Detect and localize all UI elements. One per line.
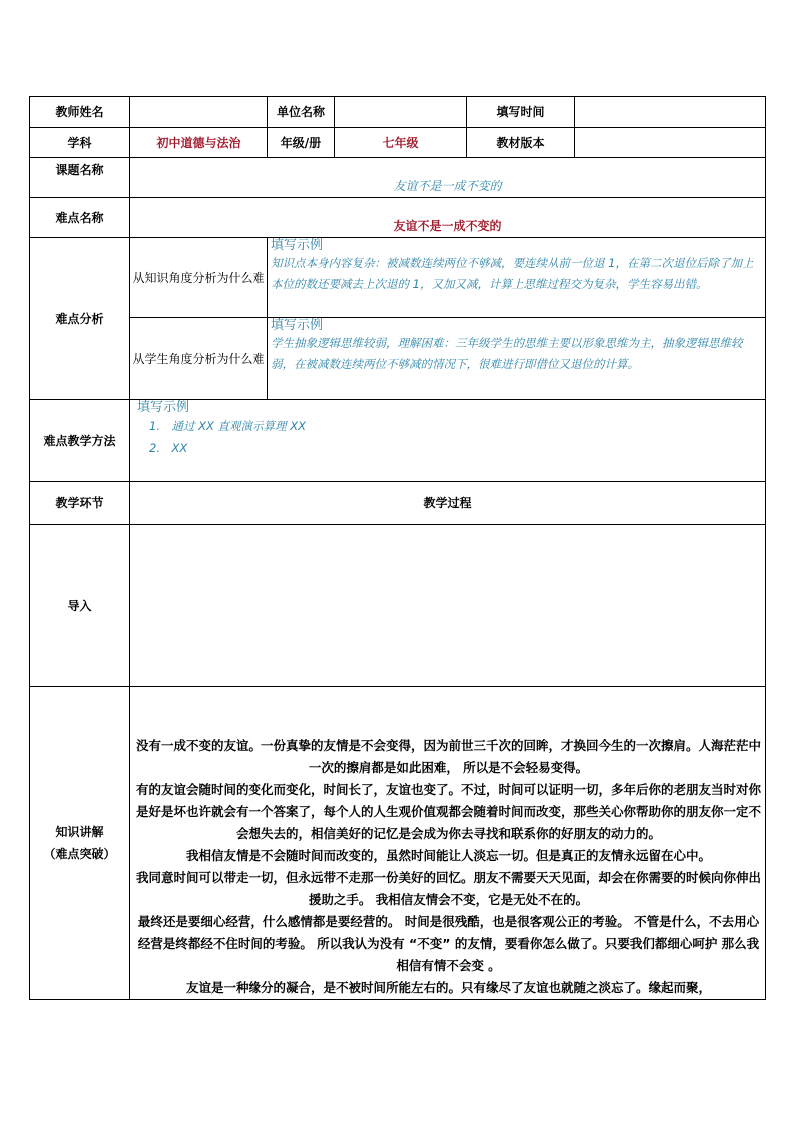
knowledge-paragraph: 有的友谊会随时间的变化而变化，时间长了，友谊也变了。不过，时间可以证明一切，多年后你的老朋友当时对你是好是坏也许就会有一个答案了，每个人的人生观价值观都会随着时间而改变，那些关心你帮助你的朋友你一定不会想失去的，相信美好的记忆是会成为你去寻找和联系你的好朋友的动力的。 [136,782,762,841]
header-row-2 [30,128,766,158]
knowledge-sublabel: （难点突破） [43,847,116,861]
grade-label: 年级/册 [268,128,335,158]
method-item: 1. 通过 XX 直观演示算理 XX [149,419,306,433]
edition-label: 教材版本 [467,128,575,158]
knowledge-angle-text: 知识点本身内容复杂：被减数连续两位不够减，要连续从前一位退 1，在第二次退位后除了加上本位的数还要减去上次退的 1，又加又减，计算上思维过程交为复杂，学生容易出错。 [271,256,754,291]
knowledge-angle-hint: 填写示例 [271,238,324,253]
knowledge-label: 知识讲解 [55,825,104,839]
method-row [30,400,766,482]
teacher-name-value[interactable] [130,97,268,128]
topic-row [30,158,766,198]
knowledge-paragraph: 最终还是要细心经营，什么感情都是要经营的。 时间是很残酷，也是很客观公正的考验。 不管是什么，不去用心经营是终都经不住时间的考验。 所以我认为没有 “不变” 的友情，要看你怎么做了。只要我们都细心呵护 那么我相信有情不会变 。 [137,914,760,973]
analysis-knowledge-row [30,238,766,318]
intro-content[interactable] [130,525,766,687]
method-list [137,415,765,459]
method-label: 难点教学方法 [30,400,130,482]
student-angle-text: 学生抽象逻辑思维较弱，理解困难：三年级学生的思维主要以形象思维为主，抽象逻辑思维较弱，在被减数连续两位不够减的情况下，很难进行即借位又退位的计算。 [271,336,743,371]
student-angle-label: 从学生角度分析为什么难 [130,318,268,400]
knowledge-paragraph: 我同意时间可以带走一切，但永远带不走那一份美好的回忆。朋友不需要天天见面，却会在你需要的时候向你伸出援助之手。 我相信友情会不变，它是无处不在的。 [136,870,762,907]
knowledge-angle-label: 从知识角度分析为什么难 [130,238,268,318]
fill-date-label: 填写时间 [467,97,575,128]
teacher-name-label: 教师姓名 [30,97,130,128]
header-row-1 [30,97,766,128]
student-angle-cell[interactable] [268,318,766,400]
knowledge-paragraph: 没有一成不变的友谊。一份真挚的友情是不会变得，因为前世三千次的回眸，才换回今生的一次擦肩。人海茫茫中一次的擦肩都是如此困难， 所以是不会轻易变得。 [136,738,762,775]
analysis-student-row [30,318,766,400]
fill-date-value[interactable] [575,97,766,128]
subject-label: 学科 [30,128,130,158]
difficulty-value[interactable]: 友谊不是一成不变的 [130,198,766,238]
unit-name-label: 单位名称 [268,97,335,128]
process-header-row [30,482,766,525]
grade-value[interactable]: 七年级 [335,128,467,158]
knowledge-angle-cell[interactable] [268,238,766,318]
difficulty-label: 难点名称 [30,198,130,238]
edition-value[interactable] [575,128,766,158]
process-label: 教学过程 [130,482,766,525]
knowledge-paragraph: 友谊是一种缘分的凝合，是不被时间所能左右的。只有缘尽了友谊也就随之淡忘了。缘起而聚， [185,980,711,995]
subject-value[interactable]: 初中道德与法治 [130,128,268,158]
knowledge-row [30,687,766,1000]
method-hint: 填写示例 [137,400,190,415]
stage-label: 教学环节 [30,482,130,525]
method-cell[interactable] [130,400,766,482]
knowledge-content-cell[interactable] [130,687,766,1000]
topic-value[interactable]: 友谊不是一成不变的 [130,158,766,198]
analysis-label: 难点分析 [30,238,130,400]
knowledge-body [136,735,761,999]
topic-label: 课题名称 [30,158,130,198]
intro-label: 导入 [30,525,130,687]
difficulty-row [30,198,766,238]
method-item: 2. XX [149,441,188,455]
lesson-plan-table [29,96,766,1000]
intro-row [30,525,766,687]
unit-name-value[interactable] [335,97,467,128]
knowledge-label-cell [30,687,130,1000]
knowledge-paragraph: 我相信友情是不会随时间而改变的，虽然时间能让人淡忘一切。但是真正的友情永远留在心中。 [185,848,711,863]
student-angle-hint: 填写示例 [271,318,324,333]
